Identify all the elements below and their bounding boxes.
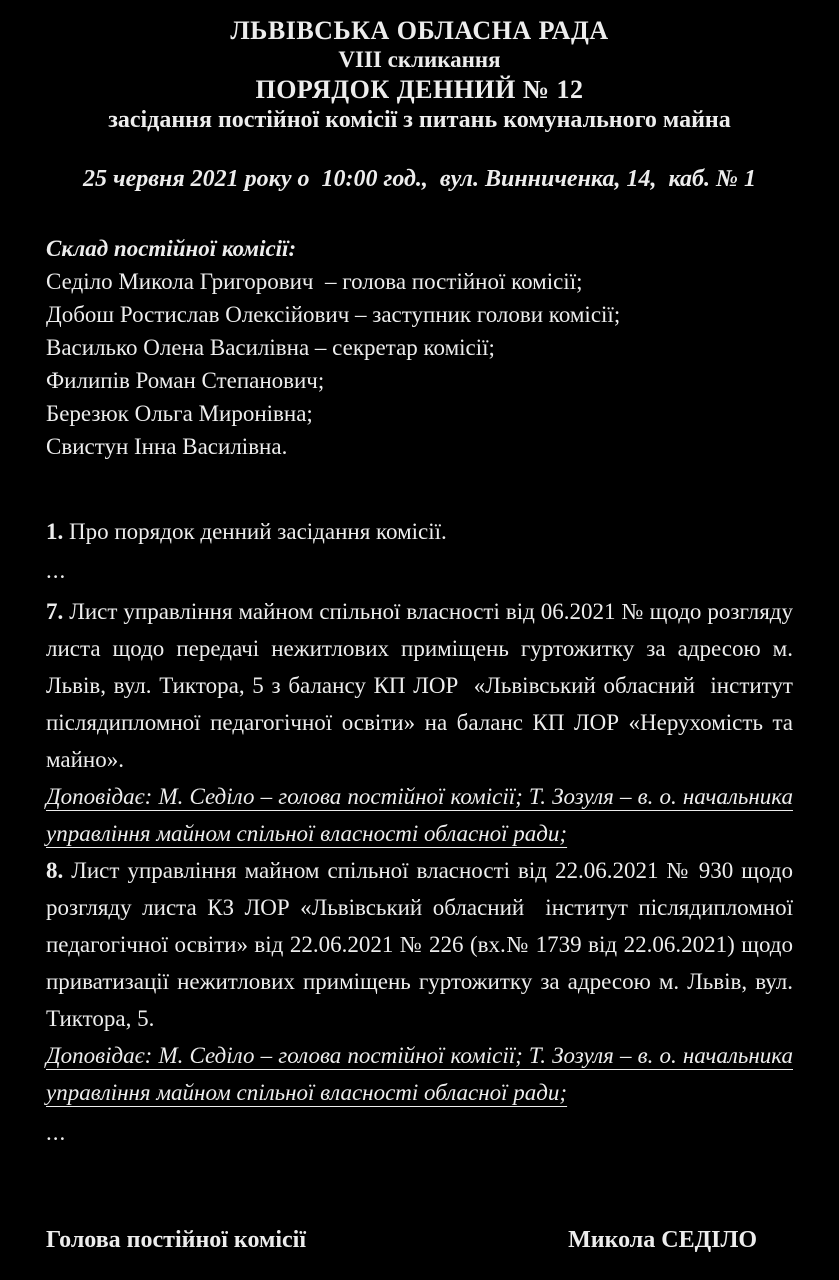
signature-role: Голова постійної комісії — [46, 1227, 306, 1253]
agenda-item-1-text: Про порядок денний засідання комісії. — [69, 519, 447, 544]
committee-member: Филипів Роман Степанович; — [46, 368, 325, 393]
agenda-item-8 — [46, 852, 793, 1037]
committee-member: Седіло Микола Григорович – голова постійної комісії; — [46, 269, 583, 294]
agenda-item-7-reporter: Доповідає: М. Седіло – голова постійної комісії; Т. Зозуля – в. о. начальника управління майном спільної власності обласної ради; — [46, 784, 793, 846]
committee-member: Василько Олена Василівна – секретар комісії; — [46, 335, 495, 360]
signature-name: Микола СЕДІЛО — [568, 1227, 757, 1253]
committee-heading: Склад постійної комісії: — [46, 236, 297, 261]
agenda-item-1 — [46, 515, 793, 549]
agenda-item-7-number: 7. — [46, 599, 64, 624]
committee-member: Свистун Інна Василівна. — [46, 434, 288, 459]
committee-composition — [46, 232, 793, 463]
org-title: ЛЬВІВСЬКА ОБЛАСНА РАДА — [230, 16, 609, 45]
agenda-item-8-number: 8. — [46, 858, 64, 883]
agenda-ellipsis: ... — [46, 558, 67, 583]
meeting-subtitle: засідання постійної комісії з питань комунального майна — [108, 107, 731, 133]
agenda-list — [46, 515, 793, 1155]
committee-member: Березюк Ольга Миронівна; — [46, 401, 313, 426]
agenda-item-8-text: Лист управління майном спільної власності від 22.06.2021 № 930 щодо розгляду листа КЗ ЛОР «Львівський обласний інститут післядипломної педагогічної освіти» від 22.06.2021 № 226 (вх.№ 1739 від 22.06.2021) щодо приватизації нежитлових приміщень гуртожитку за адресою м. Львів, вул. Тиктора, 5. — [46, 858, 793, 1031]
agenda-title: ПОРЯДОК ДЕННИЙ № 12 — [255, 75, 584, 104]
agenda-ellipsis: ... — [46, 1120, 67, 1145]
agenda-item-7-text: Лист управління майном спільної власності від 06.2021 № щодо розгляду листа щодо передачі нежитлових приміщень гуртожитку за адресою м. Львів, вул. Тиктора, 5 з балансу КП ЛОР «Львівський обласний інститут післядипломної педагогічної освіти» на баланс КП ЛОР «Нерухомість та майно». — [46, 599, 793, 772]
agenda-item-8-reporter: Доповідає: М. Седіло – голова постійної комісії; Т. Зозуля – в. о. начальника управління майном спільної власності обласної ради; — [46, 1043, 793, 1105]
committee-member: Добош Ростислав Олексійович – заступник голови комісії; — [46, 302, 621, 327]
document-header — [46, 16, 793, 136]
signature-block — [46, 1226, 793, 1254]
agenda-item-1-number: 1. — [46, 519, 64, 544]
agenda-item-7 — [46, 593, 793, 778]
convocation-line: VIII скликання — [338, 47, 501, 72]
meeting-datetime-location: 25 червня 2021 року о 10:00 год., вул. Винниченка, 14, каб. № 1 — [83, 166, 756, 192]
